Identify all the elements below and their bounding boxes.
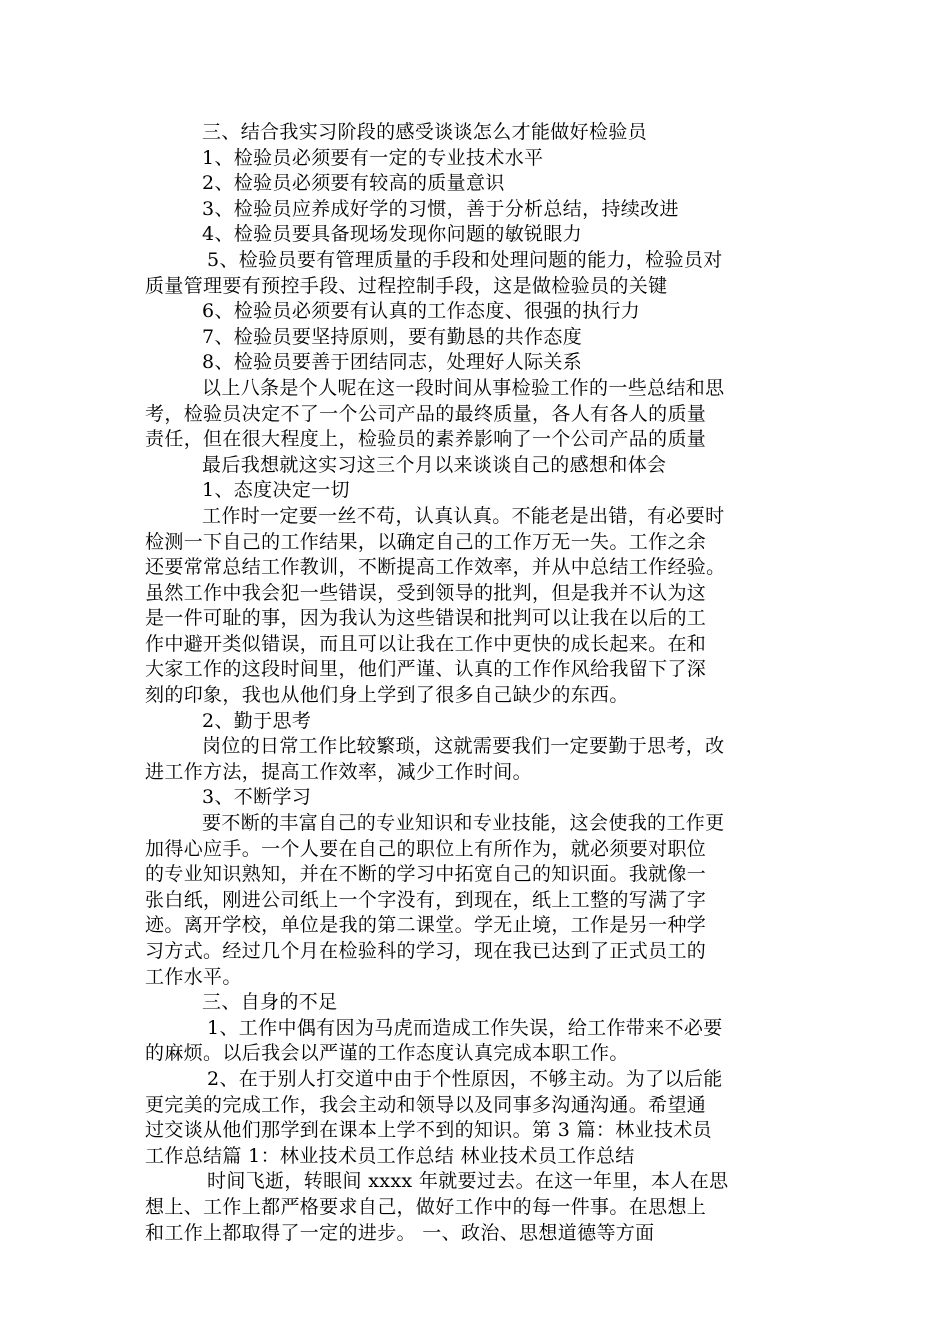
paragraph-line: 2、在于别人打交道中由于个性原因，不够主动。为了以后能 [207,1067,723,1090]
subheading: 1、态度决定一切 [202,479,350,502]
paragraph-line: 的专业知识熟知，并在不断的学习中拓宽自己的知识面。我就像一 [145,863,707,886]
document-body [145,120,805,1246]
paragraph-line: 作中避开类似错误，而且可以让我在工作中更快的成长起来。在和 [145,632,707,655]
list-item: 1、检验员必须要有一定的专业技术水平 [202,146,544,169]
list-item: 2、检验员必须要有较高的质量意识 [202,172,505,195]
paragraph-line: 检测一下自己的工作结果，以确定自己的工作万无一失。工作之余 [145,530,707,553]
paragraph-line: 大家工作的这段时间里，他们严谨、认真的工作作风给我留下了深 [145,658,707,681]
paragraph-line: 是一件可耻的事，因为我认为这些错误和批判可以让我在以后的工 [145,607,707,630]
paragraph-line: 加得心应手。一个人要在自己的职位上有所作为，就必须要对职位 [145,837,707,860]
paragraph-line: 要不断的丰富自己的专业知识和专业技能，这会使我的工作更 [202,812,725,835]
paragraph-line: 1、工作中偶有因为马虎而造成工作失误，给工作带来不必要 [207,1016,723,1039]
list-item: 3、检验员应养成好学的习惯，善于分析总结，持续改进 [202,197,679,220]
paragraph-line: 习方式。经过几个月在检验科的学习，现在我已达到了正式员工的 [145,940,707,962]
subheading: 3、不断学习 [202,786,312,809]
list-item: 6、检验员必须要有认真的工作态度、很强的执行力 [202,300,641,323]
paragraph-line: 进工作方法，提高工作效率，减少工作时间。 [145,760,533,783]
list-item: 7、检验员要坚持原则，要有勤恳的共作态度 [202,325,583,348]
subheading: 2、勤于思考 [202,709,312,732]
paragraph-line: 过交谈从他们那学到在课本上学不到的知识。第 3 篇：林业技术员 [145,1119,713,1142]
paragraph-line: 最后我想就这实习这三个月以来谈谈自己的感想和体会 [202,453,667,476]
list-item: 5、检验员要有管理质量的手段和处理问题的能力，检验员对 [207,248,723,271]
paragraph-line: 的麻烦。以后我会以严谨的工作态度认真完成本职工作。 [145,1042,629,1065]
paragraph-line: 想上、工作上都严格要求自己，做好工作中的每一件事。在思想上 [145,1195,707,1218]
paragraph-line: 和工作上都取得了一定的进步。 一、政治、思想道德等方面 [145,1221,655,1244]
paragraph-line: 更完美的完成工作，我会主动和领导以及同事多沟通沟通。希望通 [145,1093,707,1116]
paragraph-line: 张白纸，刚进公司纸上一个字没有，到现在，纸上工整的写满了字 [145,888,707,911]
paragraph-line: 以上八条是个人呢在这一段时间从事检验工作的一些总结和思 [202,376,725,399]
list-item: 8、检验员要善于团结同志，处理好人际关系 [202,351,583,374]
paragraph-line: 岗位的日常工作比较繁琐，这就需要我们一定要勤于思考，改 [202,735,725,758]
paragraph-line: 迹。离开学校，单位是我的第二课堂。学无止境，工作是另一种学 [145,914,707,937]
paragraph-line: 责任，但在很大程度上，检验员的素养影响了一个公司产品的质量 [145,428,707,451]
paragraph-line: 刻的印象，我也从他们身上学到了很多自己缺少的东西。 [145,684,629,707]
paragraph-line: 虽然工作中我会犯一些错误，受到领导的批判，但是我并不认为这 [145,581,707,604]
paragraph-line: 工作时一定要一丝不苟，认真认真。不能老是出错，有必要时 [202,504,725,527]
list-item: 4、检验员要具备现场发现你问题的敏锐眼力 [202,223,583,246]
paragraph-line: 工作总结篇 1：林业技术员工作总结 林业技术员工作总结 [145,1144,635,1167]
paragraph-line: 还要常常总结工作教训，不断提高工作效率，并从中总结工作经验。 [145,556,726,579]
section-heading: 三、结合我实习阶段的感受谈谈怎么才能做好检验员 [202,121,648,143]
paragraph-line: 质量管理要有预控手段、过程控制手段，这是做检验员的关键 [145,274,668,297]
section-heading: 三、自身的不足 [202,991,338,1014]
paragraph-line: 考，检验员决定不了一个公司产品的最终质量，各人有各人的质量 [145,402,707,425]
paragraph-line: 工作水平。 [145,965,242,988]
paragraph-line: 时间飞逝，转眼间 xxxx 年就要过去。在这一年里，本人在思 [207,1170,729,1193]
